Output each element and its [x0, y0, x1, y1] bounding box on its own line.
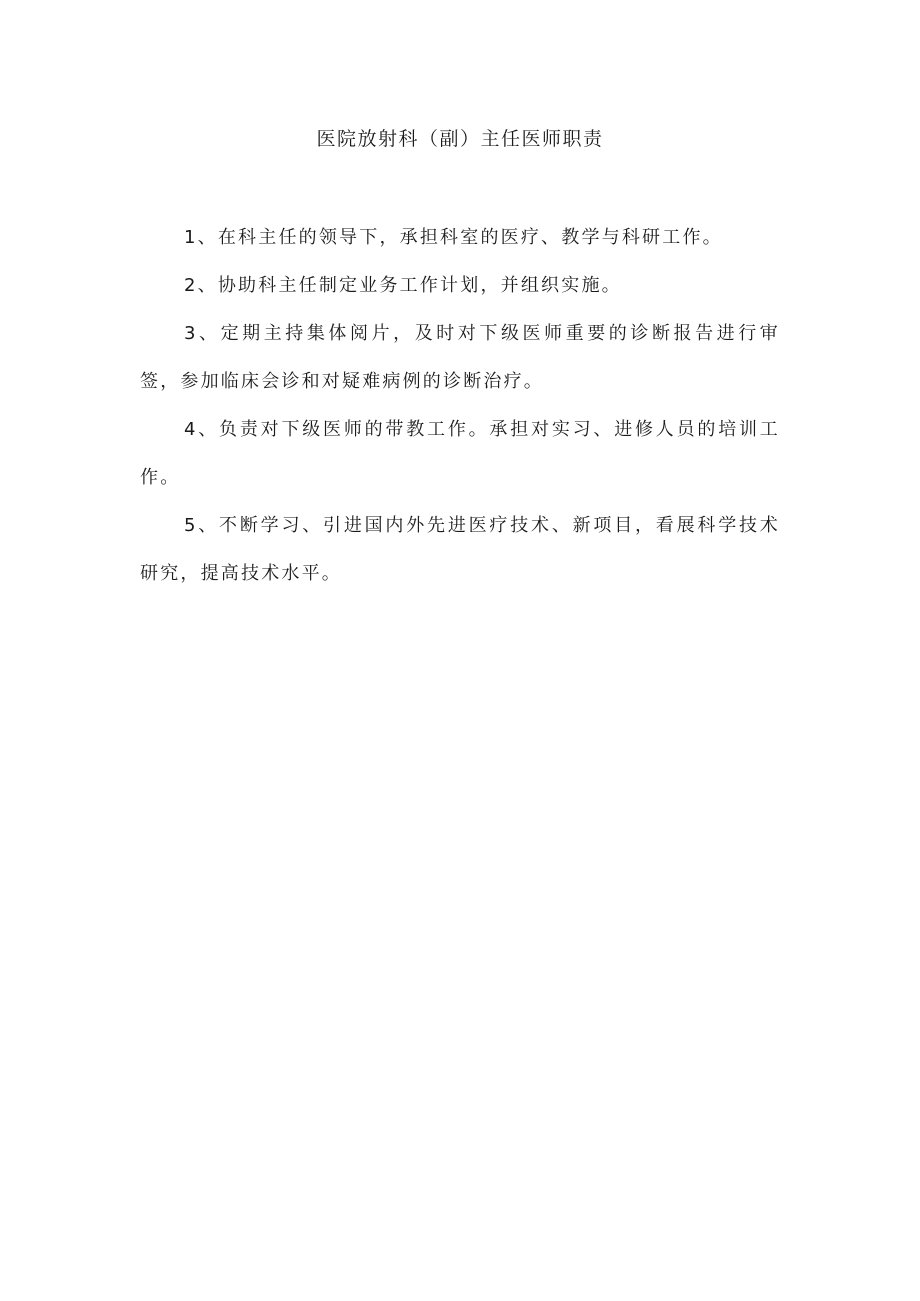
duty-item-3: 3、定期主持集体阅片，及时对下级医师重要的诊断报告进行审签，参加临床会诊和对疑难病例的诊断治疗。: [140, 323, 780, 392]
duty-list: [140, 214, 780, 598]
page-title: 医院放射科（副）主任医师职责: [316, 128, 604, 150]
duty-item-4: 4、负责对下级医师的带教工作。承担对实习、进修人员的培训工作。: [140, 419, 780, 488]
duty-item-1: 1、在科主任的领导下，承担科室的医疗、教学与科研工作。: [184, 227, 723, 248]
duty-item-5: 5、不断学习、引进国内外先进医疗技术、新项目，看展科学技术研究，提高技术水平。: [140, 515, 780, 584]
duty-item-2: 2、协助科主任制定业务工作计划，并组织实施。: [184, 275, 622, 296]
